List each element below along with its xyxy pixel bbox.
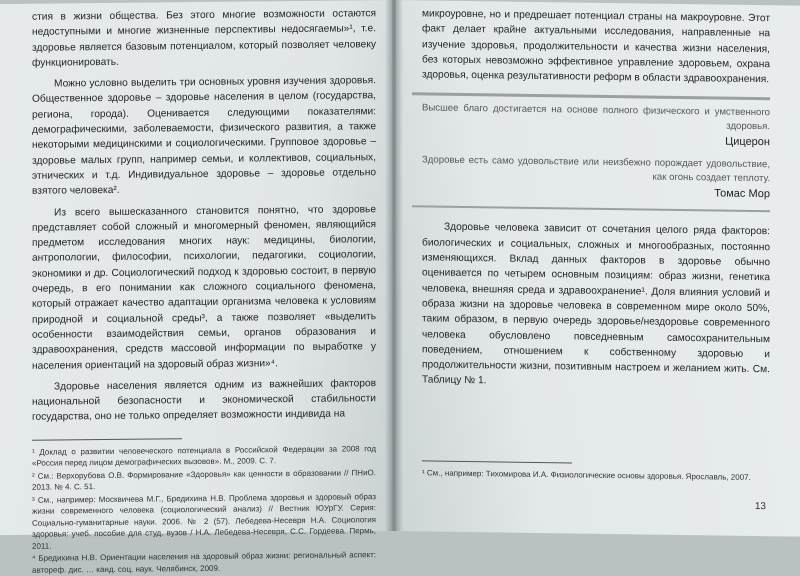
left-paragraph-2: Можно условно выделить три основных уровня изучения здоровья. Общественное здоровье – здоровье населения в целом (государства, региона, города). Оценивается следующими показателями: демографическими, заболеваемости, физического развития, а также некоторыми медицинскими и социологическими. Групповое здоровье – здоровье малых групп, например семьи, и коллективов, социальных, этнических и т.д. Индивидуальное здоровье – здоровье отдельно взятого человека². (32, 75, 376, 198)
left-footnote-2: ² См.: Верхорубова О.В. Формирование «Здоровья» как ценности в образовании // ПНиО. 2013. № 4. С. 51. (32, 467, 376, 492)
left-footnote-4: ⁴ Бредихина Н.В. Ориентации населения на здоровый образ жизни: региональный аспект: автореф. дис. … канд. соц. наук. Челябинск, 2009. (32, 550, 376, 575)
left-paragraph-1: стия в жизни общества. Без этого многие возможности остаются недоступными и многие жизненные перспективы недосягаемы»¹, т.е. здоровье является базовым потенциалом, который позволяет человеку функционировать. (32, 8, 376, 69)
right-main-paragraph: Здоровье человека зависит от сочетания целого ряда факторов: биологических и социальных, сложных и многообразных, постоянно изменяющихся. Вклад данных факторов в здоровье обычно оценивается по четырем основным позициям: образ жизни, генетика человека, внешняя среда и здравоохранение¹. Доля влияния условий и образа жизни на здоровье человека в современном мире около 50%, таким образом, в первую очередь здоровье/нездоровье современного человека обусловлено повседневным самосохранительным поведением, отношением к собственному здоровью и продолжительности жизни, позитивным настроем и желанием жить. См. Таблицу № 1. (422, 222, 770, 387)
page-number: 13 (754, 501, 766, 513)
book-gutter (385, 0, 403, 531)
right-page (396, 0, 800, 537)
epigraph-author-1: Цицерон (725, 136, 770, 149)
right-top-paragraph: микроуровне, но и предрешает потенциал страны на макроуровне. Этот факт делает крайне актуальными исследования, направленные на изучение здоровья, продолжительности и качества жизни населения, без которых невозможно эффективное управление здоровьем, охрана здоровья, оценка результативности реформ в области здравоохранения. (422, 8, 770, 86)
left-footnote-1: ¹ Доклад о развитии человеческого потенциала в Российской Федерации за 2008 год «Россия перед лицом демографических вызовов». М., 2009. С. 7. (32, 443, 376, 468)
epigraph-top-rule (412, 93, 770, 101)
epigraph-quote-2: Здоровье есть само удовольствие или неизбежно порождает удовольствие, как огонь создает теплоту. (422, 154, 770, 185)
left-paragraph-3: Из всего вышесказанного становится понятно, что здоровье представляет собой сложный и многомерный феномен, являющийся предметом исследования многих наук: медицины, биологии, антропологии, философии, психологии, педагогики, социологии, экономики и др. Социологический подход к здоровью состоит, в первую очередь, в его понимании как сложного социального феномена, который отражает качество адаптации организма человека к условиям природной и социальной среды³, а также позволяет «выделить особенности взаимодействия семьи, органов образования и здравоохранения, средств массовой информации по выработке у населения ориентаций на здоровый образ жизни»⁴. (32, 203, 376, 372)
right-footnote-1: ¹ См., например: Тихомирова И.А. Физиологические основы здоровья. Ярославль, 2007. (422, 468, 751, 482)
left-footnote-3: ³ См., например: Москвичева М.Г., Бредихина Н.В. Проблема здоровья и здоровый образ жизни современного человека (социологический анализ) // Вестник ЮУрГУ. Серия: Социально-гуманитарные науки. 2006. № 2 (57). Лебедева-Несевря Н.А. Социология здоровья: учеб. пособие для студ. вузов / Н.А. Лебедева-Несевря, С.С. Гордеева. Пермь, 2011. (32, 491, 376, 551)
footnote-divider (32, 438, 182, 441)
epigraph-quote-1: Высшее благо достигается на основе полного физического и умственного здоровья. (422, 102, 770, 133)
epigraph-author-2: Томас Мор (714, 187, 770, 201)
left-page (0, 0, 392, 575)
epigraph-bottom-rule (412, 206, 770, 213)
left-paragraph-4: Здоровье населения является одним из важнейших факторов национальной безопасности и экономической стабильности государства, оно не только определяет возможности индивида на (32, 377, 376, 424)
right-footnote-divider (422, 460, 572, 463)
